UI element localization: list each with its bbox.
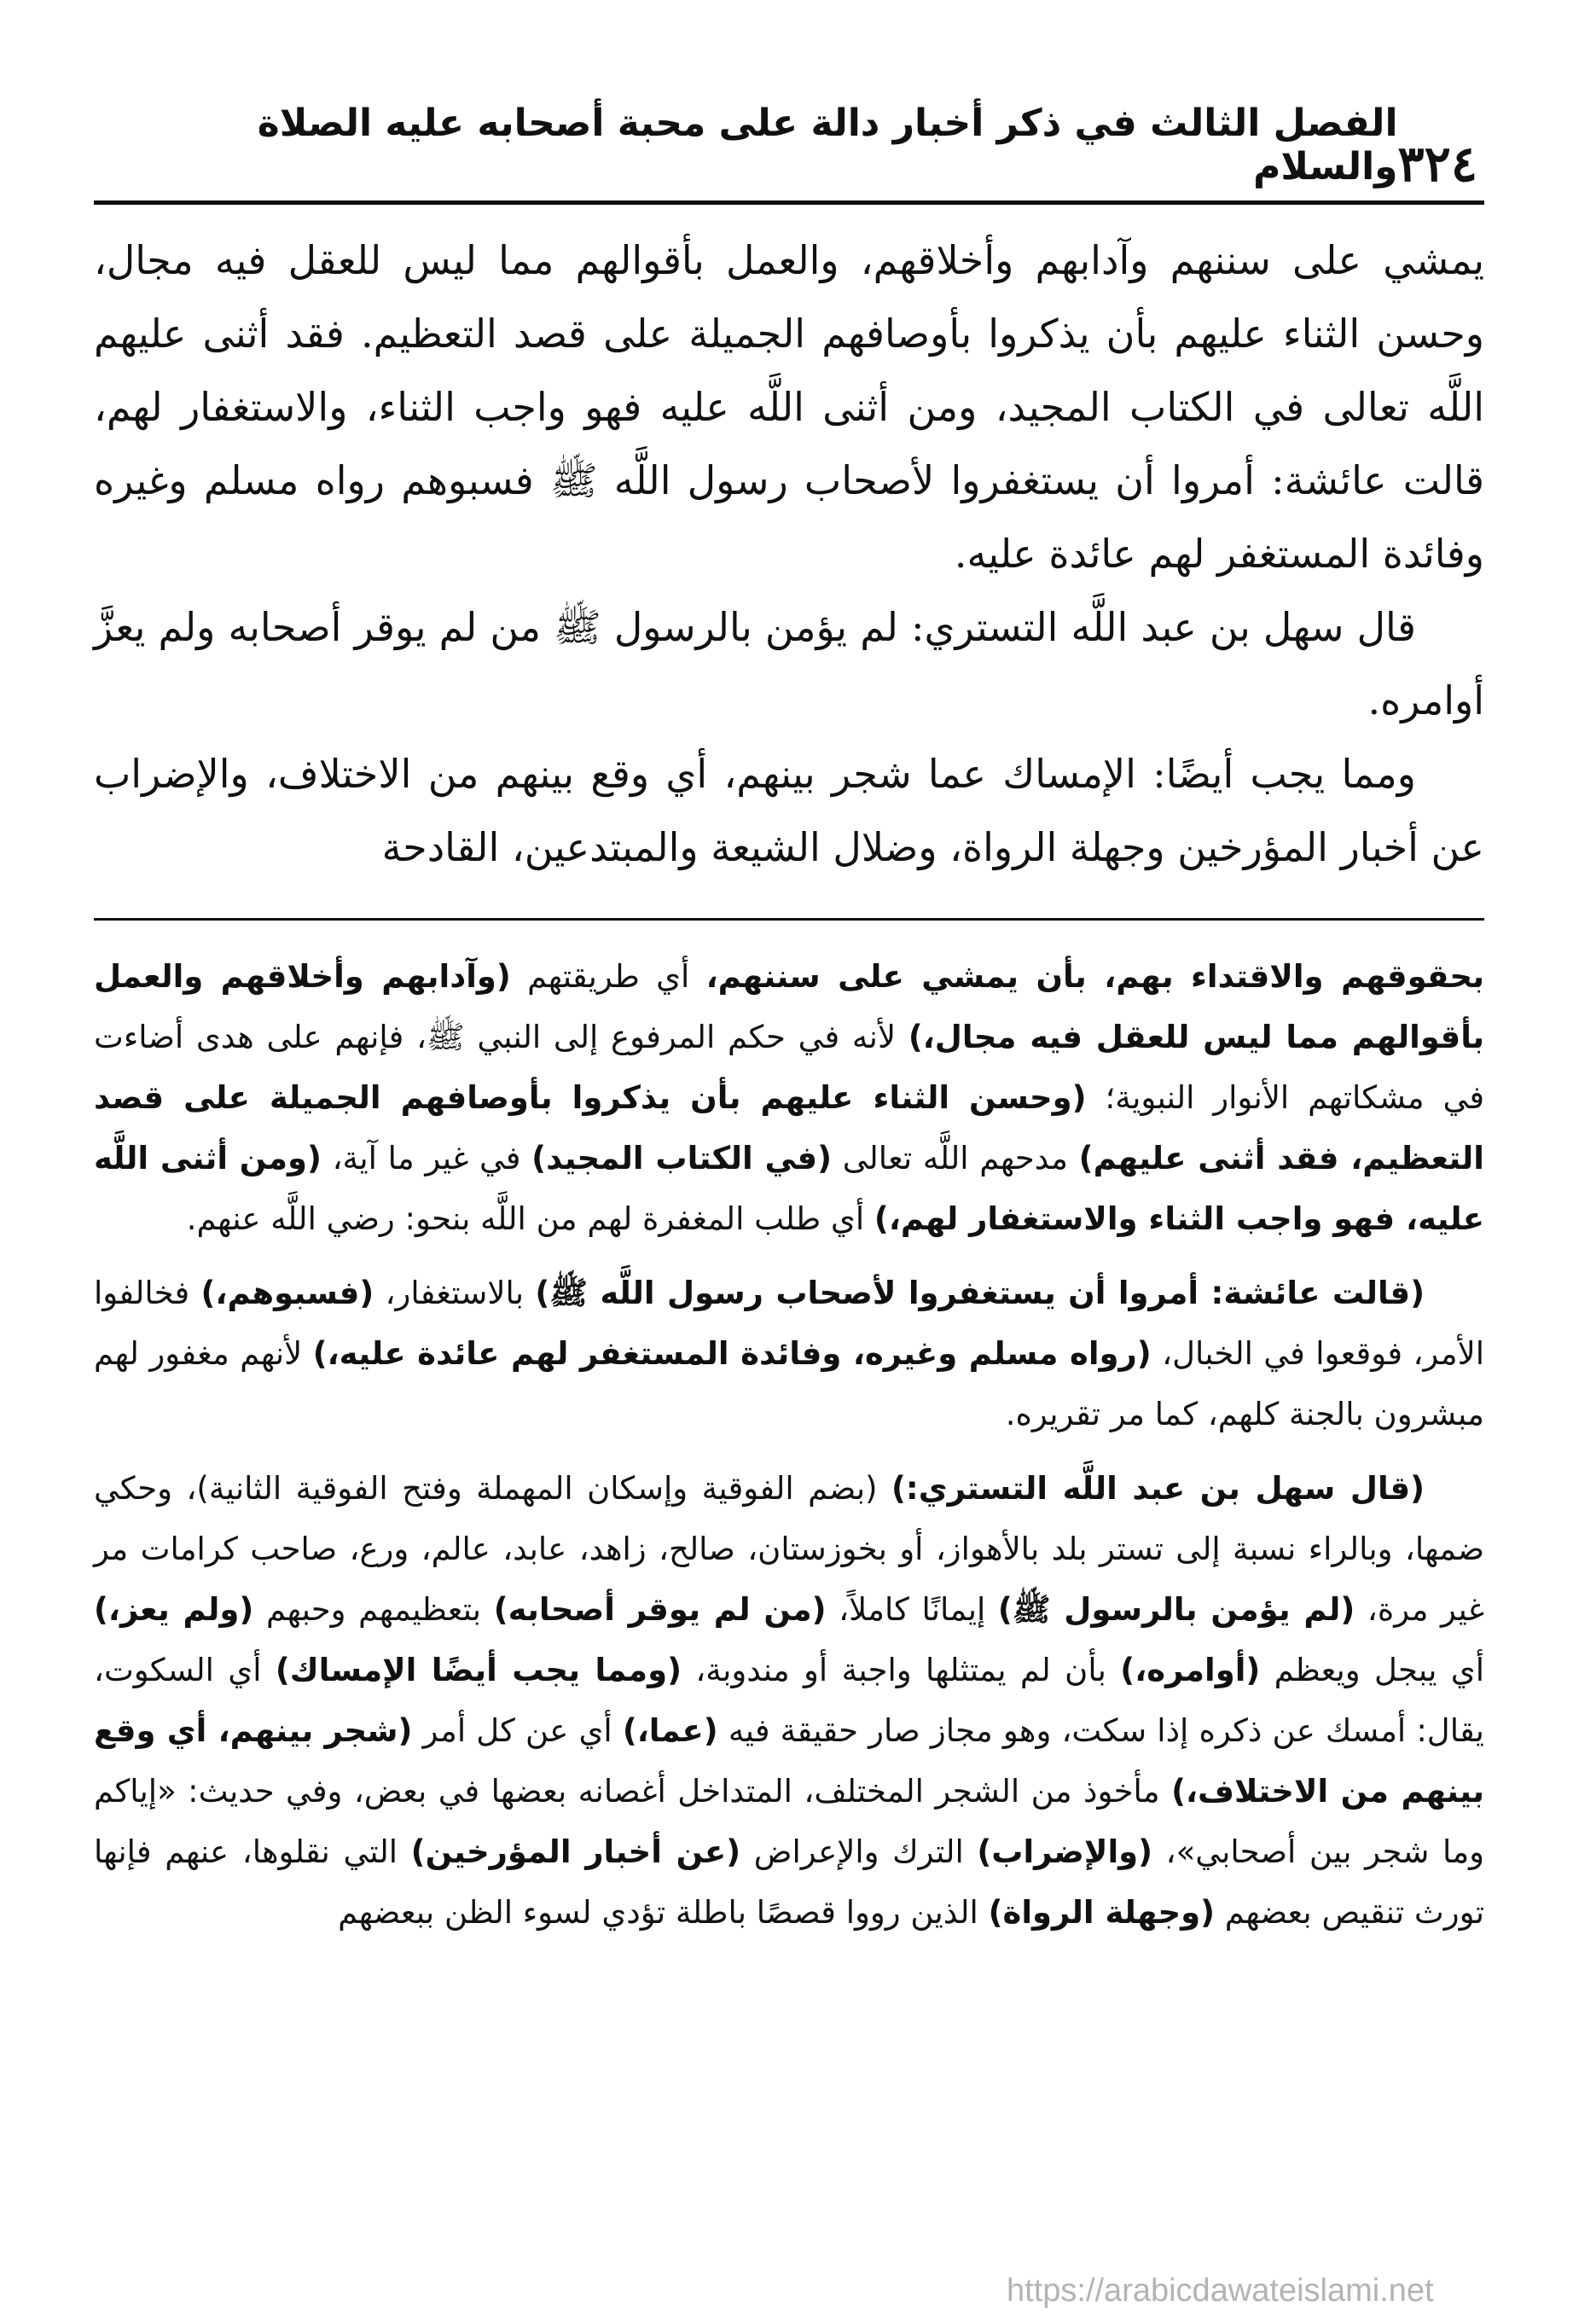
explanation-text: مدحهم اللَّه تعالى [832,1140,1079,1177]
explanation-text: أي طريقتهم [510,958,706,996]
quoted-text: (قالت عائشة: أمروا أن يستغفروا لأصحاب رسول اللَّه ﷺ) [535,1275,1425,1312]
page-number: ٣٢٤ [1397,135,1477,194]
explanation-text: بتعظيمهم وحبهم [253,1591,494,1629]
quoted-text: (عما،) [622,1712,718,1750]
quoted-text: (أوامره،) [1120,1652,1261,1689]
commentary-separator [94,918,1484,921]
explanation-text: بأن لم يمتثلها واجبة أو مندوبة، [681,1652,1121,1689]
explanation-text: إيمانًا كاملاً، [826,1591,998,1629]
explanation-text: مأخوذ من الشجر المختلف، المتداخل أغصانه بعضها في بعض، وفي حديث: «إياكم وما شجر بين أصحابي»، [94,1773,1485,1871]
explanation-text: لأنهم مغفور لهم مبشرون بالجنة كلهم، كما مر تقريره. [94,1335,1484,1433]
quoted-text: (فسبوهم،) [200,1275,374,1312]
explanation-text: أي عن كل أمر [412,1712,623,1750]
explanation-text: في غير ما آية، [321,1140,532,1177]
main-text [94,224,1484,884]
quoted-text: (لم يؤمن بالرسول ﷺ) [997,1591,1355,1629]
commentary-paragraph [94,1263,1484,1444]
quoted-text: (ولم يعز،) [94,1591,254,1629]
explanation-text: (بضم الفوقية وإسكان المهملة وفتح الفوقية الثانية)، وحكي ضمها، وبالراء نسبة إلى تستر بلد بالأهواز، أو بخوزستان، صالح، زاهد، عابد، عالم، ورع، صاحب كرامات مر غير مرة، [94,1470,1484,1629]
running-title: الفصل الثالث في ذكر أخبار دالة على محبة أصحابه عليه الصلاة والسلام [257,102,1398,189]
quoted-text: (عن أخبار المؤرخين) [410,1833,741,1871]
explanation-text: فخالفوا الأمر، فوقعوا في الخبال، [94,1275,1485,1373]
book-page [94,102,1484,1943]
quoted-text: (وآدابهم وأخلاقهم والعمل بأقوالهم مما ليس للعقل فيه مجال،) [94,958,1484,1056]
quoted-text: (وجهلة الرواة) [988,1894,1216,1932]
quoted-text: (شجر بينهم، أي وقع بينهم من الاختلاف،) [94,1712,1484,1810]
quoted-text: (رواه مسلم وغيره، وفائدة المستغفر لهم عائدة عليه،) [312,1335,1152,1373]
explanation-text: لأنه في حكم المرفوع إلى النبي ﷺ، فإنهم على هدى أضاءت في مشكاتهم الأنوار النبوية؛ [94,1019,1485,1117]
explanation-text: التي نقلوها، عنهم فإنها تورث تنقيص بعضهم [94,1833,1484,1932]
explanation-text: الترك والإعراض [740,1833,978,1871]
quoted-text: (ومن أثنى اللَّه عليه، فهو واجب الثناء والاستغفار لهم،) [94,1140,1484,1238]
commentary [94,946,1484,1943]
quoted-text: (قال سهل بن عبد اللَّه التستري:) [891,1470,1425,1508]
explanation-text: أي يبجل ويعظم [1260,1652,1484,1689]
commentary-paragraph [94,946,1484,1249]
quoted-text: (من لم يوقر أصحابه) [493,1591,827,1629]
quoted-text: (في الكتاب المجيد) [531,1140,833,1177]
main-paragraph: قال سهل بن عبد اللَّه التستري: لم يؤمن بالرسول ﷺ من لم يوقر أصحابه ولم يعزَّ أوامره. [94,604,1484,724]
commentary-paragraph [94,1458,1484,1943]
page-header [94,102,1484,197]
quoted-text: (ومما يجب أيضًا الإمساك) [275,1652,682,1689]
header-rule [94,200,1484,205]
explanation-text: بالاستغفار، [374,1275,536,1312]
quoted-text: (والإضراب) [977,1833,1153,1871]
watermark-url: https://arabicdawateislami.net [1007,2273,1434,2309]
quoted-text: (وحسن الثناء عليهم بأن يذكروا بأوصافهم الجميلة على قصد التعظيم، فقد أثنى عليهم) [94,1079,1484,1177]
explanation-text: أي طلب المغفرة لهم من اللَّه بنحو: رضي اللَّه عنهم. [186,1200,874,1238]
main-paragraph: يمشي على سننهم وآدابهم وأخلاقهم، والعمل بأقوالهم مما ليس للعقل فيه مجال، وحسن الثناء عليهم بأن يذكروا بأوصافهم الجميلة على قصد التعظيم. فقد أثنى عليهم اللَّه تعالى في الكتاب المجيد، ومن أثنى اللَّه عليه فهو واجب الثناء، والاستغفار لهم، قالت عائشة: أمروا أن يستغفروا لأصحاب رسول اللَّه ﷺ فسبوهم رواه مسلم وغيره وفائدة المستغفر لهم عائدة عليه. [94,237,1484,578]
explanation-text: أي السكوت، يقال: أمسك عن ذكره إذا سكت، وهو مجاز صار حقيقة فيه [94,1652,1484,1750]
main-paragraph: ومما يجب أيضًا: الإمساك عما شجر بينهم، أي وقع بينهم من الاختلاف، والإضراب عن أخبار المؤرخين وجهلة الرواة، وضلال الشيعة والمبتدعين، القادحة [94,751,1484,871]
explanation-text: الذين رووا قصصًا باطلة تؤدي لسوء الظن ببعضهم [338,1894,989,1932]
quoted-text: بحقوقهم والاقتداء بهم، بأن يمشي على سننهم، [705,958,1484,996]
